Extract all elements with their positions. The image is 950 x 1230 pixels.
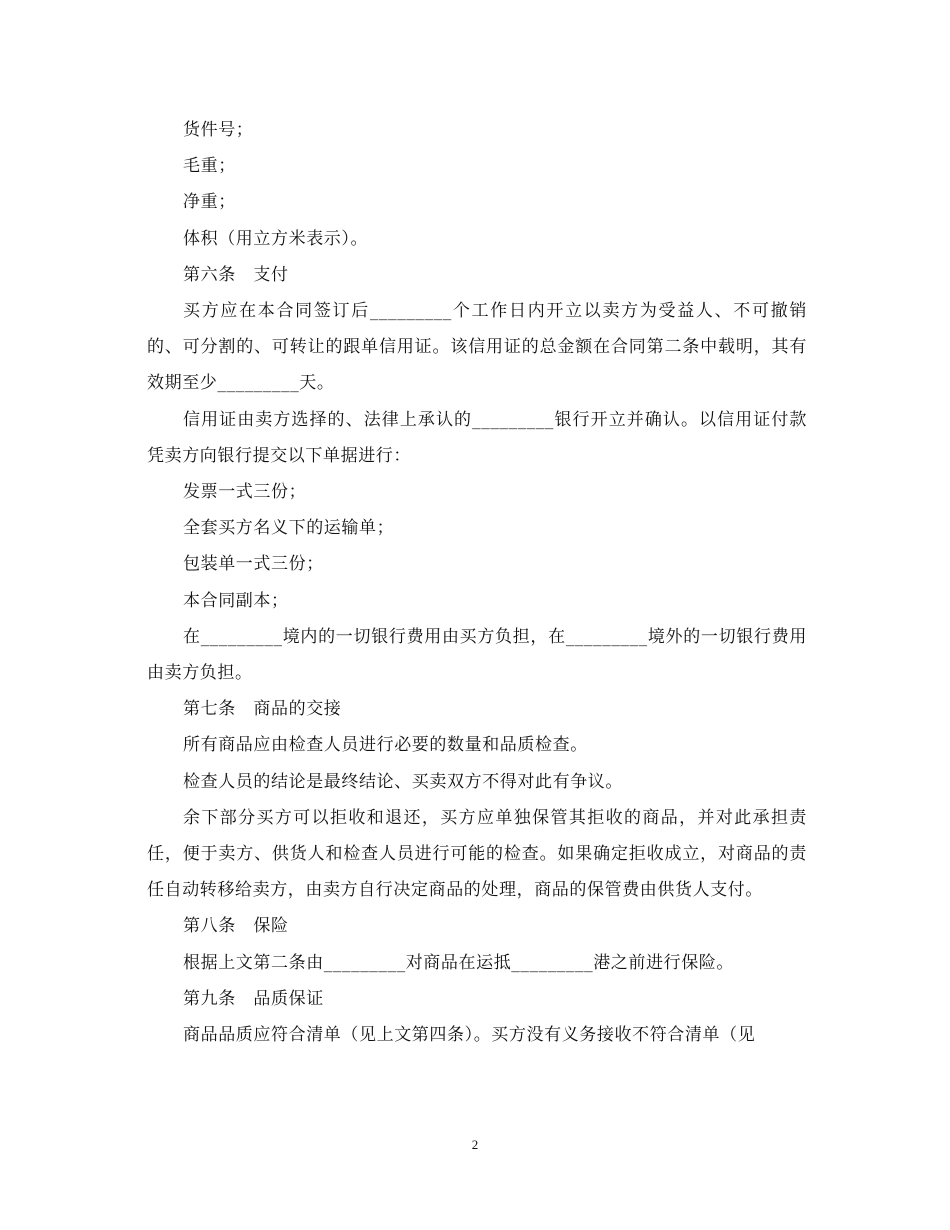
paragraph-letter-of-credit: 买方应在本合同签订后_________个工作日内开立以卖方为受益人、不可撤销的、可分割的、可转让的跟单信用证。该信用证的总金额在合同第二条中载明，其有效期至少_________天。 xyxy=(147,301,807,394)
heading-article-7: 第七条 商品的交接 xyxy=(183,699,342,720)
paragraph-inspection-conclusion: 检查人员的结论是最终结论、买卖双方不得对此有争议。 xyxy=(183,771,623,792)
paragraph-volume: 体积（用立方米表示）。 xyxy=(183,228,369,249)
page-number: 2 xyxy=(471,1137,479,1152)
paragraph-issuing-bank: 信用证由卖方选择的、法律上承认的_________银行开立并确认。以信用证付款凭卖方向银行提交以下单据进行： xyxy=(147,409,807,466)
paragraph-invoice: 发票一式三份； xyxy=(183,482,307,503)
paragraph-rejection: 余下部分买方可以拒收和退还，买方应单独保管其拒收的商品，并对此承担责任，便于卖方、供货人和检查人员进行可能的检查。如果确定拒收成立，对商品的责任自动转移给卖方，由卖方自行决定商品的处理，商品的保管费由供货人支付。 xyxy=(147,807,807,901)
paragraph-net-weight: 净重； xyxy=(183,192,236,213)
heading-article-6: 第六条 支付 xyxy=(183,264,289,285)
paragraph-contract-copy: 本合同副本； xyxy=(183,590,289,611)
paragraph-bank-charges: 在_________境内的一切银行费用由买方负担，在_________境外的一切银行费用由卖方负担。 xyxy=(147,626,807,684)
heading-article-9: 第九条 品质保证 xyxy=(183,988,324,1009)
paragraph-packing-list: 包装单一式三份； xyxy=(183,554,324,575)
paragraph-insurance: 根据上文第二条由_________对商品在运抵_________港之前进行保险。 xyxy=(183,952,734,973)
paragraph-cargo-number: 货件号； xyxy=(183,120,254,140)
heading-article-8: 第八条 保险 xyxy=(183,916,289,937)
paragraph-inspection: 所有商品应由检查人员进行必要的数量和品质检查。 xyxy=(183,735,588,756)
paragraph-transport-documents: 全套买方名义下的运输单； xyxy=(183,518,395,539)
document-body xyxy=(147,112,807,1053)
paragraph-gross-weight: 毛重； xyxy=(183,156,236,177)
paragraph-quality: 商品品质应符合清单（见上文第四条）。买方没有义务接收不符合清单（见 xyxy=(183,1025,756,1046)
